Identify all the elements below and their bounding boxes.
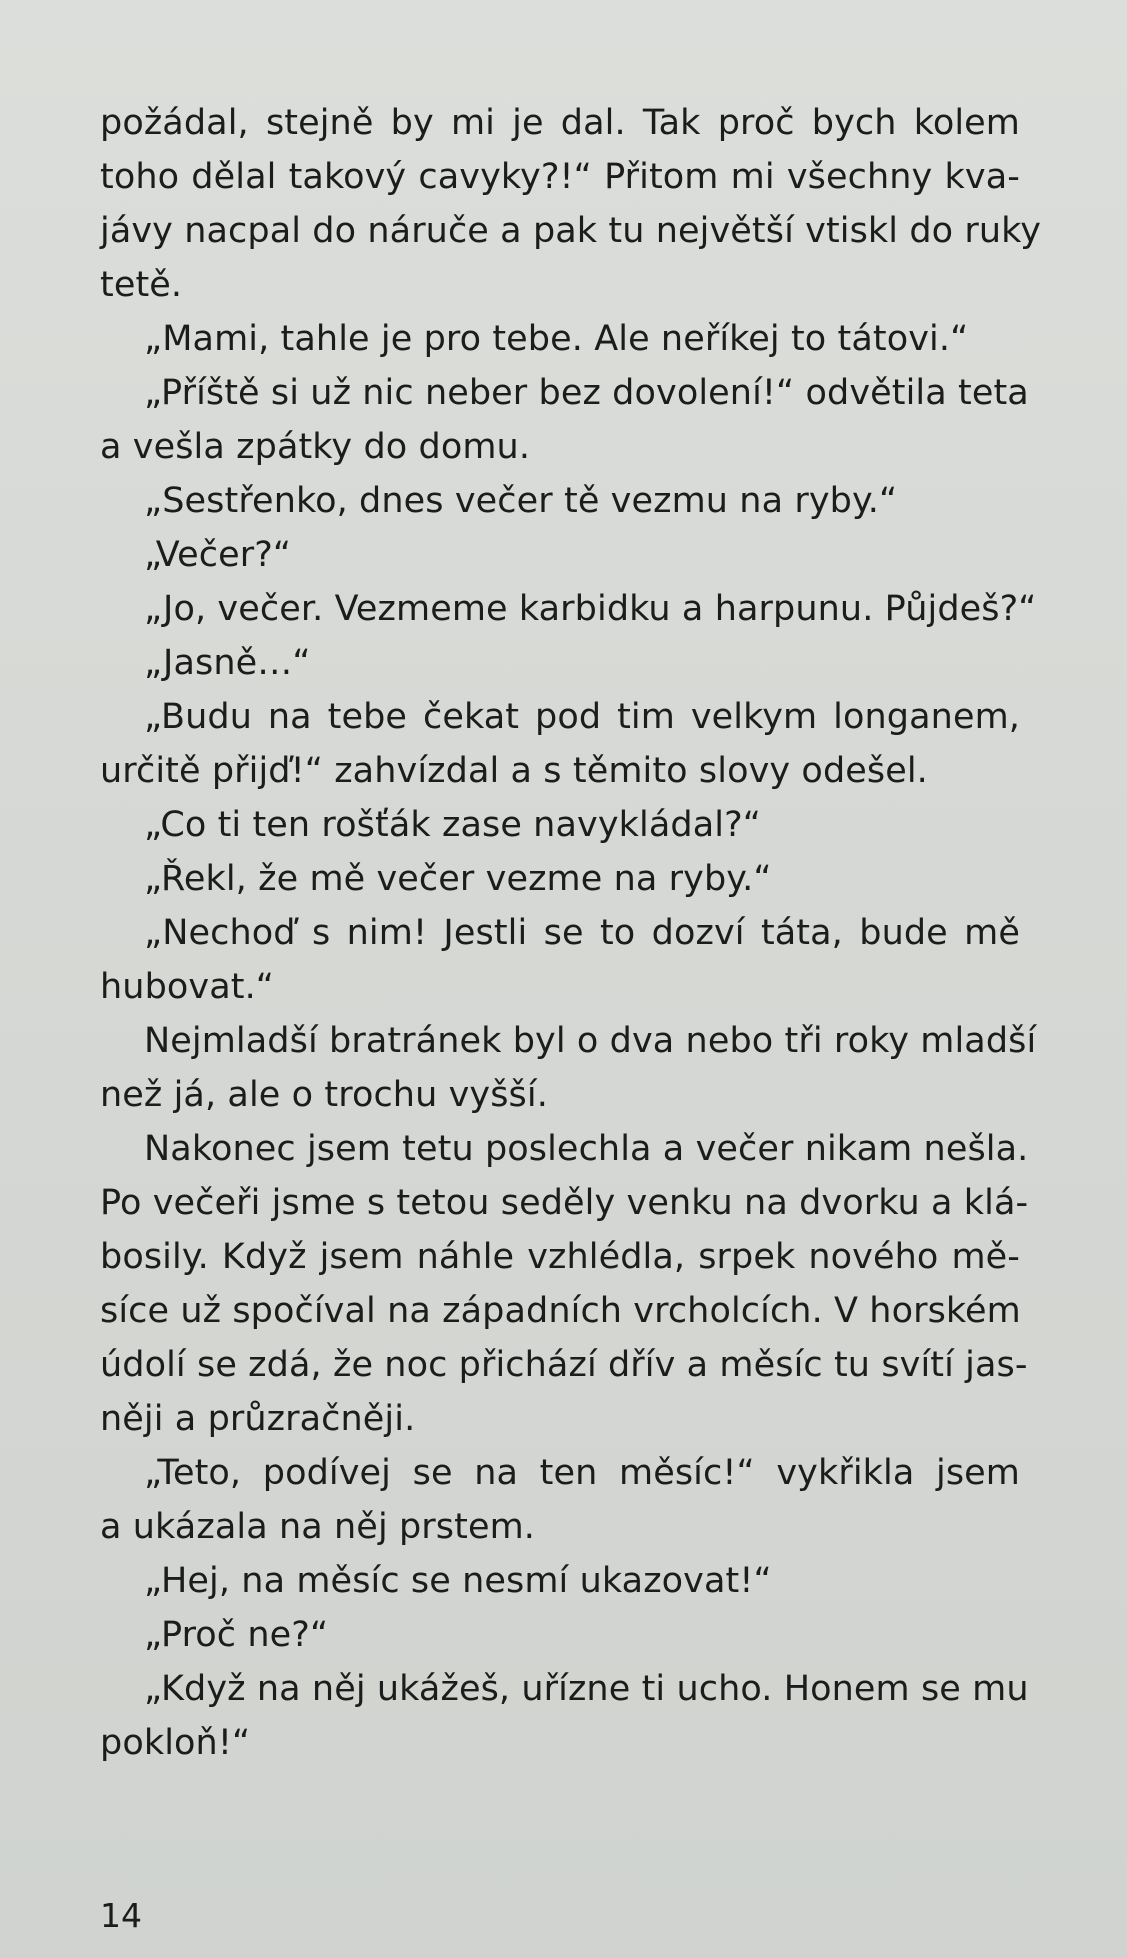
text-line: hubovat.“ [100, 967, 275, 1007]
text-line: „Budu na tebe čekat pod tim velkym longanem, [144, 697, 1020, 737]
text-line: pokloň!“ [100, 1723, 251, 1763]
text-line: údolí se zdá, že noc přichází dřív a měsíc tu svítí jas- [100, 1345, 1028, 1385]
text-line: „Sestřenko, dnes večer tě vezmu na ryby.“ [144, 481, 898, 521]
text-line: požádal, stejně by mi je dal. Tak proč bych kolem [100, 103, 1020, 143]
text-line: Po večeři jsme s tetou seděly venku na dvorku a klá- [100, 1183, 1029, 1223]
text-line: jávy nacpal do náruče a pak tu největší vtiskl do ruky [100, 211, 1042, 251]
text-line: než já, ale o trochu vyšší. [100, 1075, 548, 1115]
text-line: „Příště si už nic neber bez dovolení!“ odvětila teta [144, 373, 1029, 413]
text-line: „Řekl, že mě večer vezme na ryby.“ [144, 859, 772, 899]
text-line: „Proč ne?“ [144, 1615, 329, 1655]
text-line: „Jo, večer. Vezmeme karbidku a harpunu. Půjdeš?“ [144, 589, 1037, 629]
text-line: „Mami, tahle je pro tebe. Ale neříkej to tátovi.“ [144, 319, 969, 359]
text-line: tetě. [100, 265, 183, 305]
text-line: a ukázala na něj prstem. [100, 1507, 536, 1547]
text-line: síce už spočíval na západních vrcholcích. V horském [100, 1291, 1021, 1331]
text-line: „Co ti ten rošťák zase navykládal?“ [144, 805, 761, 845]
text-line: něji a průzračněji. [100, 1399, 416, 1439]
text-line: Nejmladší bratránek byl o dva nebo tři roky mladší [144, 1021, 1037, 1061]
text-line: „Večer?“ [144, 535, 292, 575]
text-line: a vešla zpátky do domu. [100, 427, 531, 467]
text-line: „Jasně…“ [144, 643, 311, 683]
text-line: „Když na něj ukážeš, uřízne ti ucho. Honem se mu [144, 1669, 1029, 1709]
text-line: bosily. Když jsem náhle vzhlédla, srpek nového mě- [100, 1237, 1020, 1277]
text-line: „Nechoď s nim! Jestli se to dozví táta, bude mě [144, 913, 1020, 953]
text-line: určitě přijď!“ zahvízdal a s těmito slovy odešel. [100, 751, 928, 791]
text-line: Nakonec jsem tetu poslechla a večer nikam nešla. [144, 1129, 1029, 1169]
text-line: „Hej, na měsíc se nesmí ukazovat!“ [144, 1561, 772, 1601]
text-line: „Teto, podívej se na ten měsíc!“ vykřikla jsem [144, 1453, 1020, 1493]
text-line: toho dělal takový cavyky?!“ Přitom mi všechny kva- [100, 157, 1020, 197]
page-number: 14 [100, 1896, 142, 1935]
